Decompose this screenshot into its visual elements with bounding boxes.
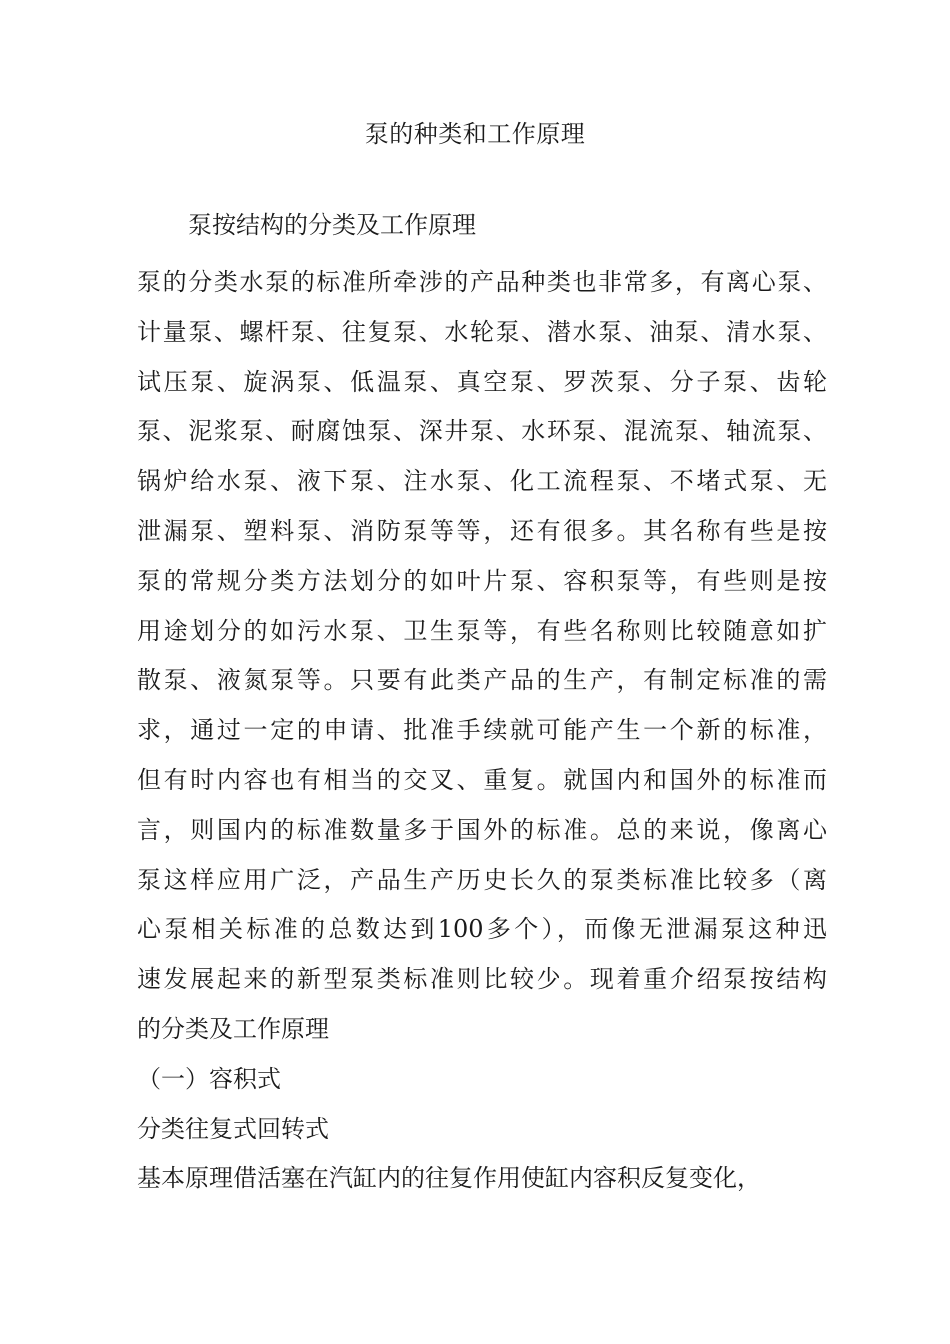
paragraph-line: 但有时内容也有相当的交叉、重复。就国内和国外的标准而 [137, 765, 827, 794]
classification-line: 分类往复式回转式 [137, 1114, 329, 1143]
paragraph-line: 的分类及工作原理 [137, 1014, 329, 1043]
paragraph-line: 泵的常规分类方法划分的如叶片泵、容积泵等，有些则是按 [137, 566, 827, 595]
paragraph-line: 泄漏泵、塑料泵、消防泵等等，还有很多。其名称有些是按 [137, 516, 827, 545]
paragraph-line: 计量泵、螺杆泵、往复泵、水轮泵、潜水泵、油泵、清水泵、 [137, 317, 827, 346]
paragraph-line: 速发展起来的新型泵类标准则比较少。现着重介绍泵按结构 [137, 965, 827, 994]
body-paragraph [137, 258, 827, 1204]
paragraph-line: 锅炉给水泵、液下泵、注水泵、化工流程泵、不堵式泵、无 [137, 467, 827, 496]
paragraph-line: 用途划分的如污水泵、卫生泵等，有些名称则比较随意如扩 [137, 616, 827, 645]
paragraph-line: 泵的分类水泵的标准所牵涉的产品种类也非常多，有离心泵、 [137, 268, 827, 296]
paragraph-line: 求，通过一定的申请、批准手续就可能产生一个新的标准， [137, 716, 827, 745]
paragraph-line: 散泵、液氮泵等。只要有此类产品的生产，有制定标准的需 [137, 666, 827, 695]
subsection-label: （一）容积式 [137, 1064, 281, 1093]
paragraph-line: 心泵相关标准的总数达到100多个），而像无泄漏泵这种迅 [137, 915, 827, 944]
paragraph-line: 泵这样应用广泛，产品生产历史长久的泵类标准比较多（离 [137, 865, 827, 894]
document-title: 泵的种类和工作原理 [364, 120, 586, 148]
section-heading: 泵按结构的分类及工作原理 [188, 211, 476, 239]
paragraph-line: 言，则国内的标准数量多于国外的标准。总的来说，像离心 [137, 815, 827, 844]
paragraph-line: 泵、泥浆泵、耐腐蚀泵、深井泵、水环泵、混流泵、轴流泵、 [137, 417, 827, 446]
paragraph-line: 试压泵、旋涡泵、低温泵、真空泵、罗茨泵、分子泵、齿轮 [137, 367, 827, 396]
principle-line: 基本原理借活塞在汽缸内的往复作用使缸内容积反复变化， [137, 1164, 761, 1193]
